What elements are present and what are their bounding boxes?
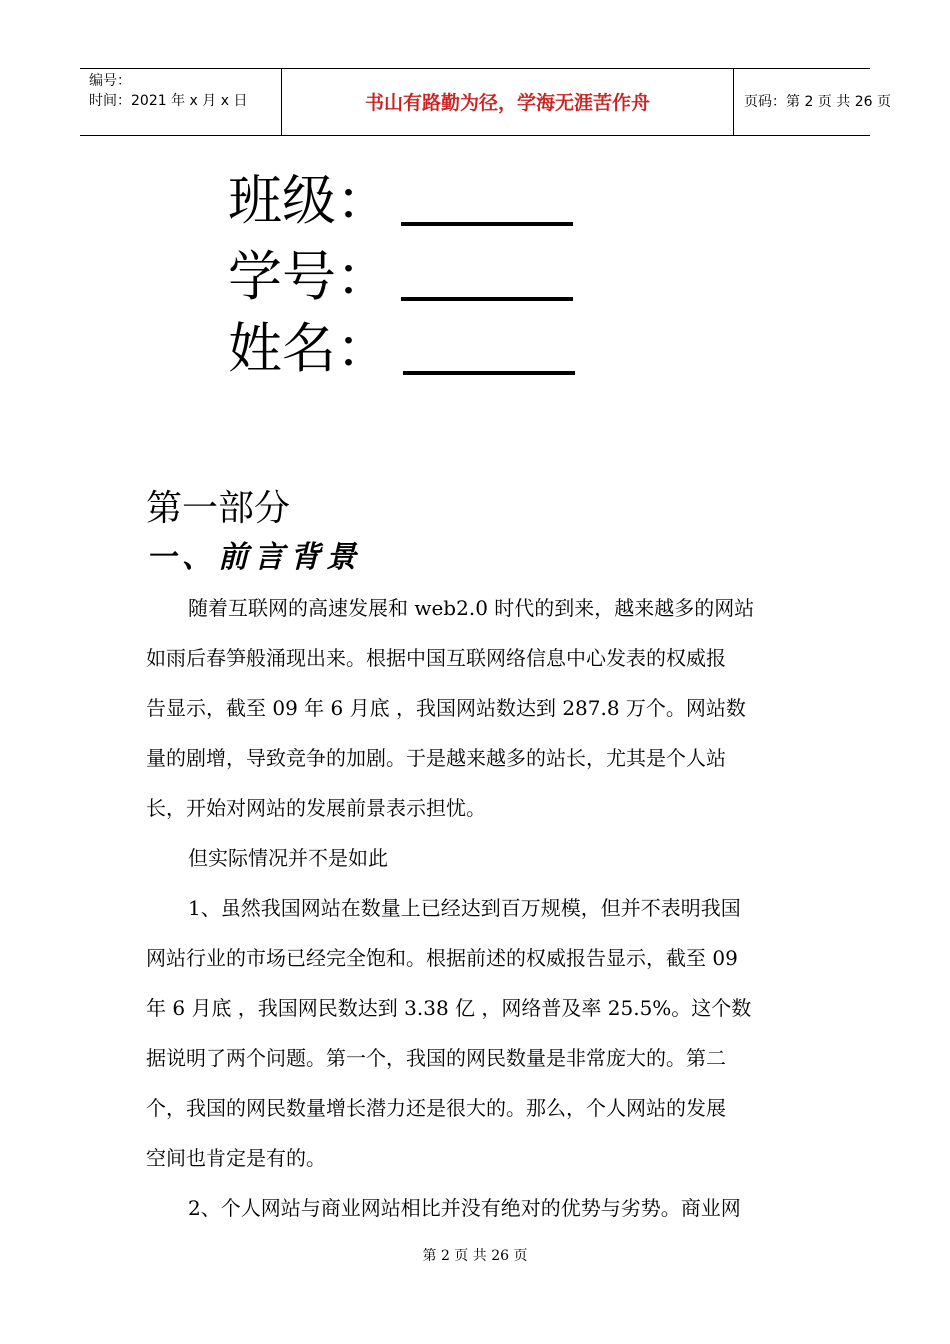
text-line: 如雨后春笋般涌现出来。根据中国互联网络信息中心发表的权威报: [146, 646, 726, 670]
section-title: 一、前言背景: [146, 540, 362, 575]
body-text: [146, 583, 808, 1233]
text-line: 1、虽然我国网站在数量上已经达到百万规模，但并不表明我国: [188, 896, 741, 920]
number-label: 编号：: [89, 73, 131, 89]
text-line: 随着互联网的高速发展和 web2.0 时代的到来，越来越多的网站: [188, 596, 755, 620]
class-label: 班级：: [228, 169, 390, 232]
text-line: 年 6 月底 ，我国网民数达到 3.38 亿 ，网络普及率 25.5%。这个数: [146, 996, 752, 1020]
time-label: 时间：2021 年 x 月 x 日: [89, 93, 248, 109]
text-line: 长，开始对网站的发展前景表示担忧。: [146, 796, 486, 820]
student-id-label: 学号：: [228, 245, 390, 308]
text-line: 告显示，截至 09 年 6 月底 ，我国网站数达到 287.8 万个。网站数: [146, 696, 746, 720]
header-middle-cell: [281, 69, 734, 135]
text-line: 据说明了两个问题。第一个，我国的网民数量是非常庞大的。第二: [146, 1046, 726, 1070]
page-info: 页码：第 2 页 共 26 页: [744, 94, 891, 110]
text-line: 量的剧增，导致竞争的加剧。于是越来越多的站长，尤其是个人站: [146, 746, 726, 770]
text-line: 网站行业的市场已经完全饱和。根据前述的权威报告显示，截至 09: [146, 946, 738, 970]
name-label: 姓名：: [228, 317, 390, 380]
motto: 书山有路勤为径，学海无涯苦作舟: [364, 92, 650, 114]
part-title: 第一部分: [146, 488, 291, 529]
class-blank-line: [401, 222, 573, 226]
page-footer: 第 2 页 共 26 页: [422, 1248, 528, 1264]
name-blank-line: [403, 371, 575, 375]
header-right-cell: [734, 69, 891, 135]
text-line: 空间也肯定是有的。: [146, 1146, 326, 1170]
text-line: 但实际情况并不是如此: [188, 846, 388, 870]
text-line: 个，我国的网民数量增长潜力还是很大的。那么，个人网站的发展: [146, 1096, 726, 1120]
header-left-cell: [80, 69, 281, 135]
student-id-blank-line: [401, 297, 573, 301]
page-header: [80, 68, 891, 136]
text-line: 2、个人网站与商业网站相比并没有绝对的优势与劣势。商业网: [188, 1196, 741, 1220]
